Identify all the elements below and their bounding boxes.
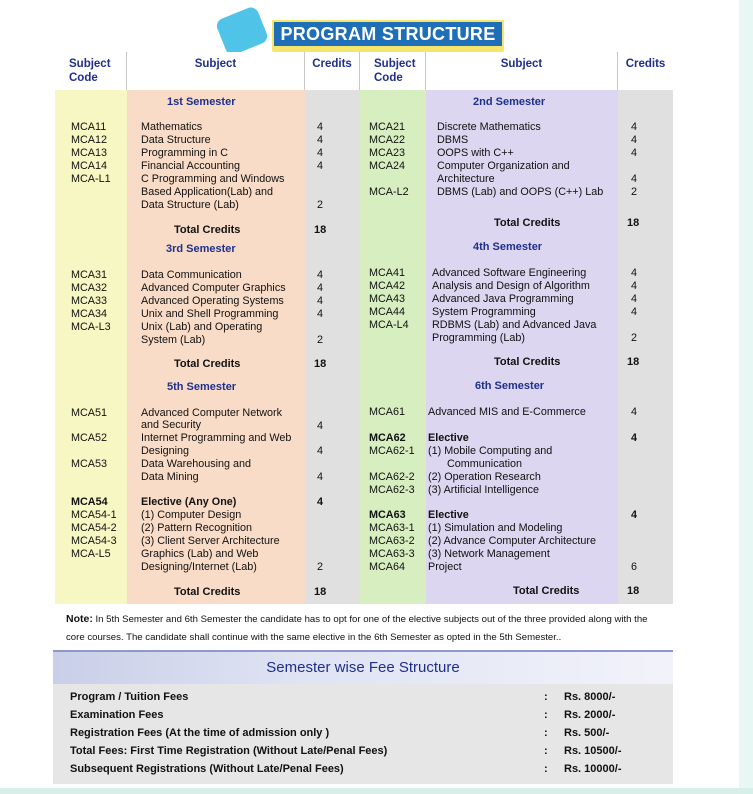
header-credits-left: Credits	[305, 52, 360, 90]
subject-name: Unix (Lab) and Operating	[141, 321, 263, 333]
subject-name: Data Warehousing and	[141, 458, 252, 470]
subject-name: (2) Pattern Recognition	[141, 522, 253, 534]
total-credits-value: 18	[627, 356, 640, 368]
subject-name: Architecture	[437, 173, 495, 185]
fee-label: Program / Tuition Fees	[70, 691, 189, 703]
fee-label: Total Fees: First Time Registration (Without Late/Penal Fees)	[70, 745, 388, 757]
subject-code: MCA54-1	[71, 509, 117, 521]
subject-name: RDBMS (Lab) and Advanced Java	[432, 319, 597, 331]
header-subject-code-left	[55, 52, 127, 90]
subject-code: MCA62-3	[369, 484, 415, 496]
credit-value: 4	[317, 496, 324, 508]
credit-value: 4	[631, 280, 638, 292]
subject-code: MCA22	[369, 134, 406, 146]
subject-code: MCA33	[71, 295, 108, 307]
credit-value: 4	[631, 406, 638, 418]
subject-code: MCA24	[369, 160, 406, 172]
subject-code: MCA62	[369, 432, 406, 444]
credit-value: 4	[317, 445, 324, 457]
subject-code: MCA34	[71, 308, 108, 320]
subject-name: (2) Advance Computer Architecture	[428, 535, 597, 547]
semester-heading: 5th Semester	[167, 381, 237, 393]
fee-colon: :	[544, 727, 548, 739]
total-credits-label: Total Credits	[174, 358, 241, 370]
credit-value: 2	[317, 199, 324, 211]
fee-colon: :	[544, 745, 548, 757]
semester-heading: 2nd Semester	[473, 96, 546, 108]
fee-colon: :	[544, 691, 548, 703]
subject-name: Elective (Any One)	[141, 496, 237, 508]
header-subject-left: Subject	[127, 52, 305, 90]
total-credits-value: 18	[314, 224, 327, 236]
subject-code: MCA43	[369, 293, 406, 305]
credit-value: 2	[317, 334, 324, 346]
bottom-edge-stripe	[0, 788, 753, 794]
total-credits-label: Total Credits	[174, 224, 241, 236]
credit-value: 4	[317, 420, 324, 432]
subject-name: Advanced MIS and E-Commerce	[428, 406, 586, 418]
fee-row	[70, 724, 670, 742]
page-title: PROGRAM STRUCTURE	[272, 20, 504, 48]
subject-code: MCA54	[71, 496, 108, 508]
fee-row	[70, 688, 670, 706]
credit-value: 4	[631, 432, 638, 444]
subject-code: MCA52	[71, 432, 108, 444]
fee-row	[70, 760, 670, 778]
header-code-line2: Code	[69, 72, 98, 84]
semester-heading: 4th Semester	[473, 241, 543, 253]
banner-decoration-tile	[214, 5, 269, 57]
subject-code: MCA21	[369, 121, 406, 133]
subject-code: MCA63-3	[369, 548, 415, 560]
credit-value: 4	[317, 147, 324, 159]
subject-name: Internet Programming and Web	[141, 432, 292, 444]
header-subject-code-right	[360, 52, 426, 90]
subject-name: Advanced Computer Graphics	[141, 282, 286, 294]
subject-name: Advanced Computer Network	[141, 407, 283, 419]
subject-code: MCA31	[71, 269, 108, 281]
subject-code: MCA14	[71, 160, 108, 172]
subject-name: (3) Client Server Architecture	[141, 535, 280, 547]
subject-name: (3) Network Management	[428, 548, 550, 560]
fee-amount: Rs. 10500/-	[564, 745, 622, 757]
fee-label: Examination Fees	[70, 709, 164, 721]
column-credits-right	[618, 52, 673, 604]
subject-code: MCA42	[369, 280, 406, 292]
subject-code: MCA44	[369, 306, 406, 318]
subject-name: Computer Organization and	[437, 160, 570, 172]
right-edge-stripe	[739, 0, 753, 794]
subject-name: Data Communication	[141, 269, 242, 281]
fee-amount: Rs. 8000/-	[564, 691, 616, 703]
subject-code: MCA61	[369, 406, 406, 418]
subject-name: Discrete Mathematics	[437, 121, 541, 133]
credit-value: 2	[631, 332, 638, 344]
column-credits-left	[305, 52, 360, 604]
credit-value: 2	[631, 186, 638, 198]
subject-code: MCA23	[369, 147, 406, 159]
subject-code: MCA62-1	[369, 445, 415, 457]
fee-colon: :	[544, 709, 548, 721]
fee-amount: Rs. 10000/-	[564, 763, 622, 775]
credit-value: 4	[317, 295, 324, 307]
subject-name: DBMS	[437, 134, 469, 146]
credit-value: 4	[631, 134, 638, 146]
credit-value: 4	[631, 306, 638, 318]
elective-note	[66, 610, 676, 647]
fee-amount: Rs. 500/-	[564, 727, 610, 739]
fee-colon: :	[544, 763, 548, 775]
header-code-line2: Code	[374, 72, 403, 84]
subject-code: MCA64	[369, 561, 406, 573]
subject-name: Financial Accounting	[141, 160, 241, 172]
subject-name: System Programming	[432, 306, 536, 318]
subject-name: Data Structure (Lab)	[141, 199, 239, 211]
credit-value: 4	[317, 134, 324, 146]
fee-label: Subsequent Registrations (Without Late/Penal Fees)	[70, 763, 344, 775]
subject-code: MCA13	[71, 147, 108, 159]
credit-value: 4	[317, 282, 324, 294]
header-credits-right: Credits	[618, 52, 673, 90]
subject-name: (1) Mobile Computing and	[428, 445, 553, 457]
title-banner	[216, 8, 516, 58]
total-credits-value: 18	[314, 586, 327, 598]
subject-name: Programming (Lab)	[432, 332, 526, 344]
subject-code: MCA41	[369, 267, 406, 279]
subject-code: MCA54-2	[71, 522, 117, 534]
fee-structure-heading: Semester wise Fee Structure	[53, 650, 673, 684]
credit-value: 4	[631, 173, 638, 185]
credit-value: 2	[317, 561, 324, 573]
subject-code: MCA63	[369, 509, 406, 521]
subject-name: Unix and Shell Programming	[141, 308, 279, 320]
subject-code: MCA54-3	[71, 535, 117, 547]
subject-code: MCA63-1	[369, 522, 415, 534]
total-credits-label: Total Credits	[494, 217, 561, 229]
subject-name: DBMS (Lab) and OOPS (C++) Lab	[437, 186, 604, 198]
subject-code: MCA-L3	[71, 321, 111, 333]
subject-code: MCA53	[71, 458, 108, 470]
subject-name: Advanced Java Programming	[432, 293, 574, 305]
subject-name: C Programming and Windows	[141, 173, 285, 185]
note-label: Note:	[66, 613, 93, 625]
subject-name: Programming in C	[141, 147, 229, 159]
credit-value: 4	[317, 471, 324, 483]
total-credits-label: Total Credits	[174, 586, 241, 598]
fee-row	[70, 706, 670, 724]
subject-code: MCA-L5	[71, 548, 111, 560]
subject-name: Data Structure	[141, 134, 211, 146]
subject-code: MCA-L1	[71, 173, 111, 185]
note-line1: In 5th Semester and 6th Semester the candidate has to opt for one of the elective subjects out of the three provided along with the	[95, 614, 648, 625]
header-code-line1: Subject	[374, 58, 416, 70]
header-code-line1: Subject	[69, 58, 111, 70]
subject-name: (3) Artificial Intelligence	[428, 484, 540, 496]
subject-name: (2) Operation Research	[428, 471, 541, 483]
fee-row	[70, 742, 670, 760]
credit-value: 4	[631, 293, 638, 305]
fee-amount: Rs. 2000/-	[564, 709, 616, 721]
note-line2: core courses. The candidate shall continue with the same elective in the 6th Semester as opted in the 5th Semester..	[66, 632, 562, 643]
credit-value: 4	[631, 121, 638, 133]
subject-name: (1) Simulation and Modeling	[428, 522, 563, 534]
subject-name: Elective	[428, 509, 469, 521]
subject-code: MCA51	[71, 407, 108, 419]
subject-name: System (Lab)	[141, 334, 206, 346]
total-credits-label: Total Credits	[494, 356, 561, 368]
credit-value: 4	[631, 509, 638, 521]
credit-value: 4	[631, 147, 638, 159]
credit-value: 4	[317, 269, 324, 281]
total-credits-value: 18	[627, 217, 640, 229]
subject-name: Designing/Internet (Lab)	[141, 561, 257, 573]
credit-value: 4	[631, 267, 638, 279]
semester-heading: 1st Semester	[167, 96, 236, 108]
subject-name: Advanced Software Engineering	[432, 267, 587, 279]
credit-value: 4	[317, 121, 324, 133]
fee-label: Registration Fees (At the time of admission only )	[70, 727, 330, 739]
semester-heading: 6th Semester	[475, 380, 545, 392]
credit-value: 6	[631, 561, 638, 573]
subject-name: Data Mining	[141, 471, 199, 483]
subject-name: OOPS with C++	[437, 147, 514, 159]
total-credits-value: 18	[627, 585, 640, 597]
subject-code: MCA11	[71, 121, 107, 133]
subject-name: Mathematics	[141, 121, 203, 133]
subject-code: MCA-L4	[369, 319, 409, 331]
subject-code: MCA62-2	[369, 471, 415, 483]
subject-name: (1) Computer Design	[141, 509, 242, 521]
credit-value: 4	[317, 308, 324, 320]
total-credits-label: Total Credits	[513, 585, 580, 597]
semester-heading: 3rd Semester	[166, 243, 236, 255]
subject-name: Communication	[447, 458, 523, 470]
subject-name: Graphics (Lab) and Web	[141, 548, 259, 560]
subject-name: and Security	[141, 419, 202, 431]
credit-value: 4	[317, 160, 324, 172]
subject-name: Based Application(Lab) and	[141, 186, 274, 198]
header-subject-right: Subject	[426, 52, 618, 90]
subject-name: Analysis and Design of Algorithm	[432, 280, 590, 292]
subject-code: MCA32	[71, 282, 108, 294]
subject-code: MCA12	[71, 134, 108, 146]
subject-name: Designing	[141, 445, 190, 457]
subject-name: Project	[428, 561, 462, 573]
subject-name: Advanced Operating Systems	[141, 295, 284, 307]
subject-code: MCA63-2	[369, 535, 415, 547]
total-credits-value: 18	[314, 358, 327, 370]
subject-name: Elective	[428, 432, 469, 444]
subject-code: MCA-L2	[369, 186, 409, 198]
